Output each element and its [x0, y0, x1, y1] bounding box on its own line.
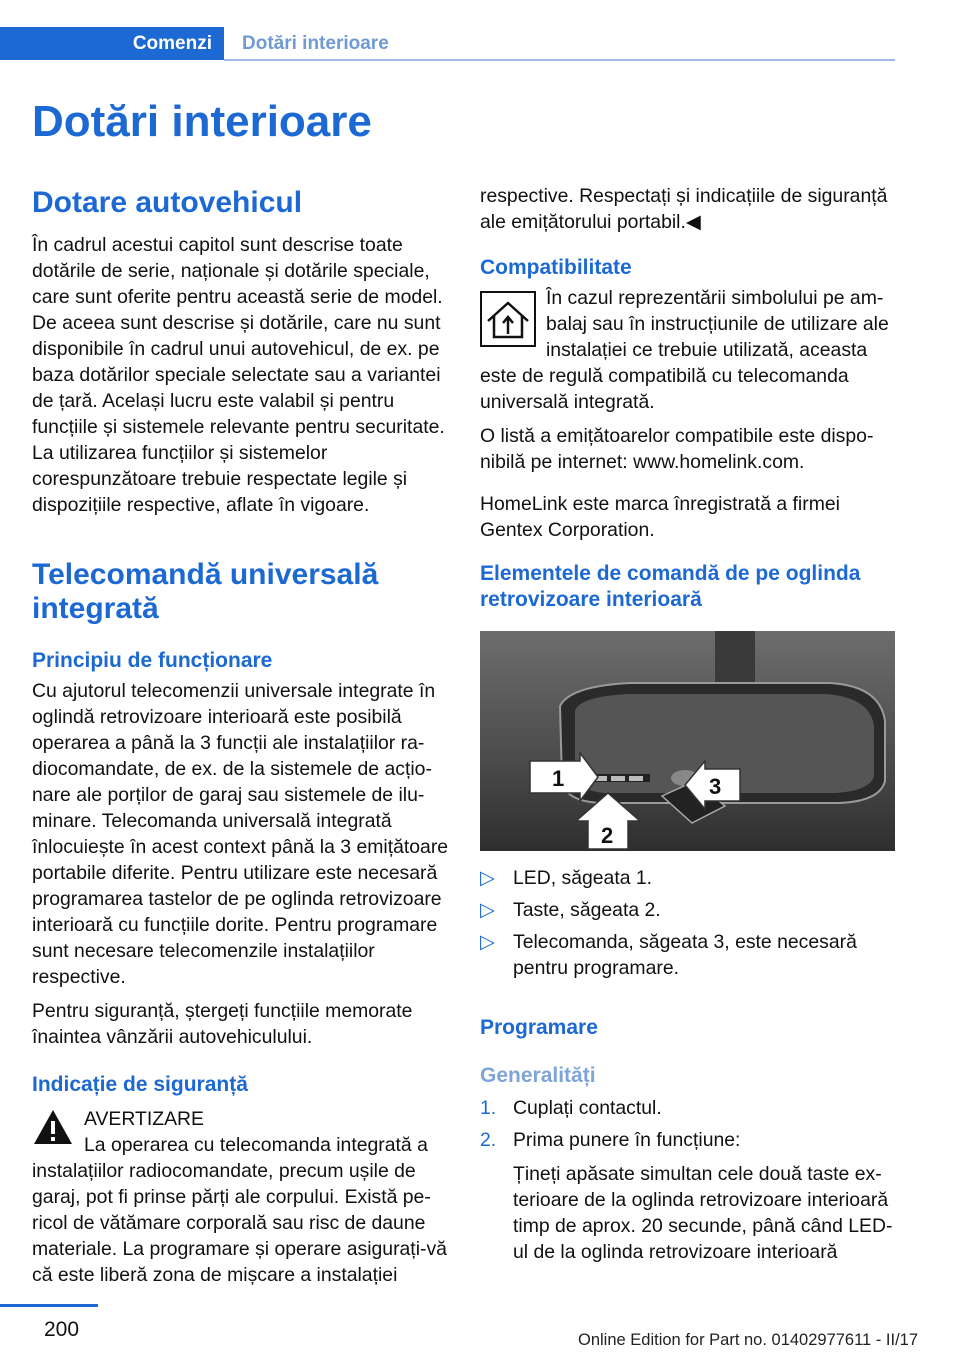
mirror-figure: [480, 631, 895, 851]
heading-indicatie: Indicație de siguranță: [32, 1073, 248, 1096]
figure-label-2: 2: [601, 823, 614, 848]
controls-list: [480, 865, 898, 981]
paragraph-dotare: În cadrul acestui capitol sunt descrise toate dotările de serie, naționale și dotările speciale, care sunt oferite pentru această serie de model. De aceea sunt descrise și dotările, care nu sunt disponibile în cadrul unui autovehicul, de ex. pe baza dotărilor speciale selectate sau a variantei de țară. Același lucru este valabil și pentru funcțiile și sistemele relevante pentru securitate. La utilizarea funcțiilor și sistemelor corespunzătoare trebuie respectate legile și dispozițiile respective, aflate în vigoare.: [32, 234, 445, 516]
step-number: 2.: [480, 1129, 497, 1151]
paragraph-homelink: HomeLink este marca înregistrată a firmei Gentex Corporation.: [480, 493, 840, 541]
step-item: [480, 1095, 898, 1121]
list-marker-icon: ▷: [480, 931, 495, 953]
figure-label-1: 1: [552, 766, 565, 791]
heading-generalitati: Generalități: [480, 1064, 596, 1087]
compat-text-rest: este de regulă compatibilă cu telecomanda universală integrată.: [480, 365, 849, 413]
figure-label-3: 3: [709, 774, 722, 799]
compat-text-first: În cazul reprezentării simbolului pe ambalaj sau în instrucțiunile de utilizare ale instalației ce trebuie utilizată, aceasta: [546, 287, 889, 361]
list-item: [480, 865, 898, 891]
list-marker-icon: ▷: [480, 899, 495, 921]
warning-text-first: La operarea cu telecomanda integrată a: [84, 1134, 428, 1156]
page-number: 200: [44, 1318, 80, 1341]
tab-comenzi[interactable]: Comenzi: [0, 27, 224, 60]
paragraph-continuation: respective. Respectați și indicațiile de siguranță ale emițătorului portabil.◀: [480, 185, 888, 233]
list-item: [480, 897, 898, 923]
header-underline: [224, 59, 895, 61]
heading-principiu: Principiu de funcționare: [32, 649, 273, 672]
list-marker-icon: ▷: [480, 867, 495, 889]
home-link-icon: [480, 291, 536, 347]
list-item-text: Telecomanda, săgeata 3, este necesară pentru programare.: [513, 931, 857, 979]
step-text: Prima punere în funcțiune:: [513, 1129, 741, 1151]
warning-icon: [32, 1108, 74, 1146]
paragraph-principiu: Cu ajutorul telecomenzii universale integrate în oglindă retrovizoare interioară este posibilă operarea a până la 3 funcții ale instalațiilor radiocomandate, de ex. de la sistemele de acționare ale porților de garaj sau sistemele de iluminare. Telecomanda universală integrată înlocuiește în acest context până la 3 emițătoare portabile diferite. Pentru utilizare este necesară programarea tastelor de pe oglinda retrovizoare interioară cu funcțiile dorite. Pentru programare sunt necesare telecomenzile instalațiilor respective.: [32, 680, 449, 988]
step-number: 1.: [480, 1097, 497, 1119]
page-title: Dotări interioare: [32, 97, 372, 146]
tab-dotari-interioare[interactable]: Dotări interioare: [242, 33, 389, 54]
list-item: [480, 929, 898, 981]
warning-text-rest: instalațiilor radiocomandate, precum ușile de garaj, pot fi prinse părți ale corpului. Există pericol de vătămare corporală sau risc de daune materiale. La programare și operare asigurați-vă că este liberă zona de mișcare a instalației: [32, 1160, 447, 1286]
heading-compatibilitate: Compatibilitate: [480, 256, 632, 279]
heading-telecomanda: Telecomandă universală integrată: [32, 558, 379, 625]
heading-elemente: Elementele de comandă de pe oglinda retrovizoare interioară: [480, 562, 861, 611]
paragraph-lista: O listă a emițătoarelor compatibile este disponibilă pe internet: www.homelink.com.: [480, 425, 874, 473]
warning-title: AVERTIZARE: [84, 1108, 204, 1130]
steps-list: [480, 1095, 898, 1265]
step-text: Cuplați contactul.: [513, 1097, 662, 1119]
warning-block: [32, 1106, 452, 1158]
header-bar: [0, 27, 895, 60]
list-item-text: LED, săgeata 1.: [513, 867, 653, 889]
heading-dotare-autovehicul: Dotare autovehicul: [32, 186, 303, 219]
paragraph-siguranta: Pentru siguranță, ștergeți funcțiile memorate înaintea vânzării autovehiculului.: [32, 1000, 413, 1048]
compat-block: [480, 285, 898, 363]
list-item-text: Taste, săgeata 2.: [513, 899, 661, 921]
right-column: [480, 183, 898, 1265]
edition-note: Online Edition for Part no. 01402977611 - II/17: [578, 1331, 919, 1349]
left-column: [32, 180, 452, 1288]
footer-accent-line: [0, 1304, 98, 1307]
step-2-detail: Țineți apăsate simultan cele două taste exterioare de la oglinda retrovizoare interioară timp de aprox. 20 secunde, până când LED-ul de la oglinda retrovizoare interioară: [513, 1163, 893, 1263]
step-item: [480, 1127, 898, 1153]
heading-programare: Programare: [480, 1016, 598, 1039]
